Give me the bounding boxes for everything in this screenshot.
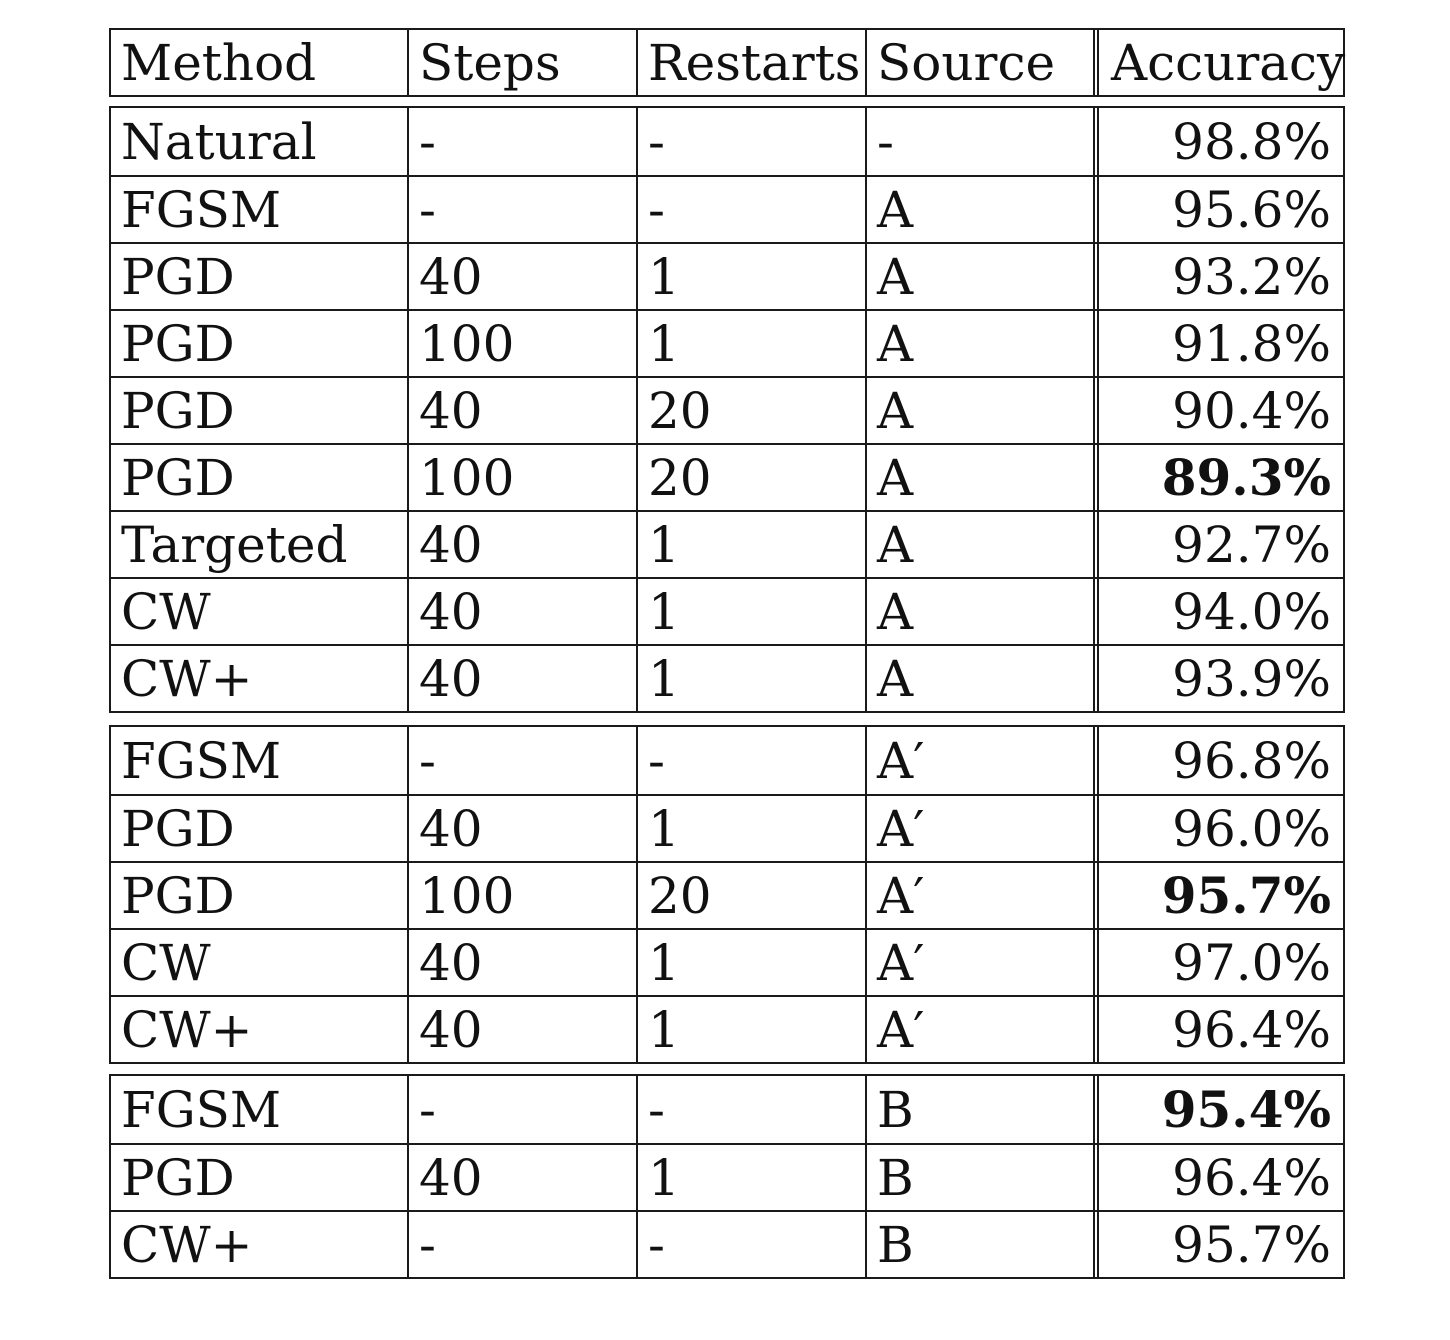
cell-restarts: 1 <box>636 796 865 861</box>
header-accuracy: Accuracy <box>1093 30 1343 95</box>
cell-restarts: - <box>636 1212 865 1277</box>
cell-method: Targeted <box>121 515 348 574</box>
table-row <box>111 995 1343 1062</box>
cell-method: CW+ <box>121 1000 253 1059</box>
cell-method: CW <box>121 582 211 641</box>
cell-source: A′ <box>865 796 1093 861</box>
cell-source: A <box>865 512 1093 577</box>
cell-source: A <box>865 177 1093 242</box>
header-source: Source <box>865 30 1093 95</box>
cell-restarts: 1 <box>636 579 865 644</box>
cell-accuracy: 97.0% <box>1093 930 1343 995</box>
cell-steps: - <box>407 1212 636 1277</box>
cell-method: Natural <box>121 112 317 171</box>
cell-steps: - <box>407 727 636 794</box>
cell-restarts: 1 <box>636 646 865 711</box>
table-row <box>111 108 1343 175</box>
cell-steps: 40 <box>407 646 636 711</box>
table-row <box>111 794 1343 861</box>
cell-source: A′ <box>865 863 1093 928</box>
cell-restarts: 1 <box>636 311 865 376</box>
table-row <box>111 309 1343 376</box>
header-restarts: Restarts <box>636 30 865 95</box>
cell-source: A <box>865 311 1093 376</box>
cell-accuracy: 93.9% <box>1093 646 1343 711</box>
cell-method: CW+ <box>121 649 253 708</box>
cell-steps: 40 <box>407 930 636 995</box>
table-row <box>111 1076 1343 1143</box>
cell-accuracy: 96.8% <box>1093 727 1343 794</box>
cell-accuracy: 90.4% <box>1093 378 1343 443</box>
table-row <box>111 376 1343 443</box>
cell-restarts: 1 <box>636 512 865 577</box>
table-row <box>111 242 1343 309</box>
cell-steps: 40 <box>407 1145 636 1210</box>
cell-method: PGD <box>121 1148 235 1207</box>
cell-restarts: 20 <box>636 863 865 928</box>
cell-restarts: - <box>636 177 865 242</box>
cell-accuracy: 95.6% <box>1093 177 1343 242</box>
cell-accuracy: 98.8% <box>1093 108 1343 175</box>
cell-source: B <box>865 1212 1093 1277</box>
cell-method: PGD <box>121 866 235 925</box>
cell-restarts: 20 <box>636 378 865 443</box>
cell-method: PGD <box>121 247 235 306</box>
cell-steps: 100 <box>407 863 636 928</box>
cell-steps: 40 <box>407 579 636 644</box>
cell-accuracy: 94.0% <box>1093 579 1343 644</box>
cell-source: A′ <box>865 930 1093 995</box>
cell-steps: - <box>407 177 636 242</box>
cell-restarts: - <box>636 1076 865 1143</box>
cell-restarts: 1 <box>636 244 865 309</box>
cell-method: CW <box>121 933 211 992</box>
cell-restarts: 20 <box>636 445 865 510</box>
cell-restarts: - <box>636 727 865 794</box>
table-row <box>111 510 1343 577</box>
cell-steps: 100 <box>407 445 636 510</box>
table-row <box>111 1210 1343 1277</box>
header-method: Method <box>121 33 317 92</box>
cell-source: A <box>865 378 1093 443</box>
cell-source: A′ <box>865 727 1093 794</box>
cell-accuracy: 92.7% <box>1093 512 1343 577</box>
cell-source: A <box>865 244 1093 309</box>
cell-restarts: 1 <box>636 930 865 995</box>
table-row <box>111 928 1343 995</box>
cell-method: PGD <box>121 381 235 440</box>
cell-accuracy: 95.7% <box>1093 1212 1343 1277</box>
cell-method: PGD <box>121 314 235 373</box>
cell-steps: - <box>407 1076 636 1143</box>
cell-method: FGSM <box>121 731 282 790</box>
table-row <box>111 644 1343 711</box>
cell-source: A <box>865 445 1093 510</box>
cell-steps: 40 <box>407 796 636 861</box>
table-row <box>111 443 1343 510</box>
cell-method: FGSM <box>121 1080 282 1139</box>
cell-method: FGSM <box>121 180 282 239</box>
table-row <box>111 861 1343 928</box>
cell-steps: 40 <box>407 997 636 1062</box>
cell-source: - <box>865 108 1093 175</box>
table-header <box>109 28 1345 97</box>
header-steps: Steps <box>407 30 636 95</box>
cell-restarts: 1 <box>636 1145 865 1210</box>
cell-accuracy: 95.7% <box>1093 863 1343 928</box>
table-row <box>111 577 1343 644</box>
table-row <box>111 1143 1343 1210</box>
header-row <box>111 30 1346 95</box>
cell-method: CW+ <box>121 1215 253 1274</box>
table-row <box>111 727 1343 794</box>
cell-accuracy: 96.4% <box>1093 997 1343 1062</box>
cell-steps: 40 <box>407 244 636 309</box>
cell-source: A <box>865 579 1093 644</box>
cell-restarts: - <box>636 108 865 175</box>
table-group-a <box>109 106 1345 713</box>
cell-source: A′ <box>865 997 1093 1062</box>
cell-source: B <box>865 1076 1093 1143</box>
cell-steps: 100 <box>407 311 636 376</box>
cell-source: B <box>865 1145 1093 1210</box>
cell-accuracy: 89.3% <box>1093 445 1343 510</box>
cell-method: PGD <box>121 448 235 507</box>
cell-accuracy: 93.2% <box>1093 244 1343 309</box>
table-group-b <box>109 1074 1345 1279</box>
cell-source: A <box>865 646 1093 711</box>
cell-steps: 40 <box>407 378 636 443</box>
cell-restarts: 1 <box>636 997 865 1062</box>
table-group-a-prime <box>109 725 1345 1064</box>
cell-method: PGD <box>121 799 235 858</box>
cell-steps: 40 <box>407 512 636 577</box>
cell-accuracy: 96.4% <box>1093 1145 1343 1210</box>
table-row <box>111 175 1343 242</box>
cell-accuracy: 91.8% <box>1093 311 1343 376</box>
cell-accuracy: 96.0% <box>1093 796 1343 861</box>
cell-accuracy: 95.4% <box>1093 1076 1343 1143</box>
cell-steps: - <box>407 108 636 175</box>
